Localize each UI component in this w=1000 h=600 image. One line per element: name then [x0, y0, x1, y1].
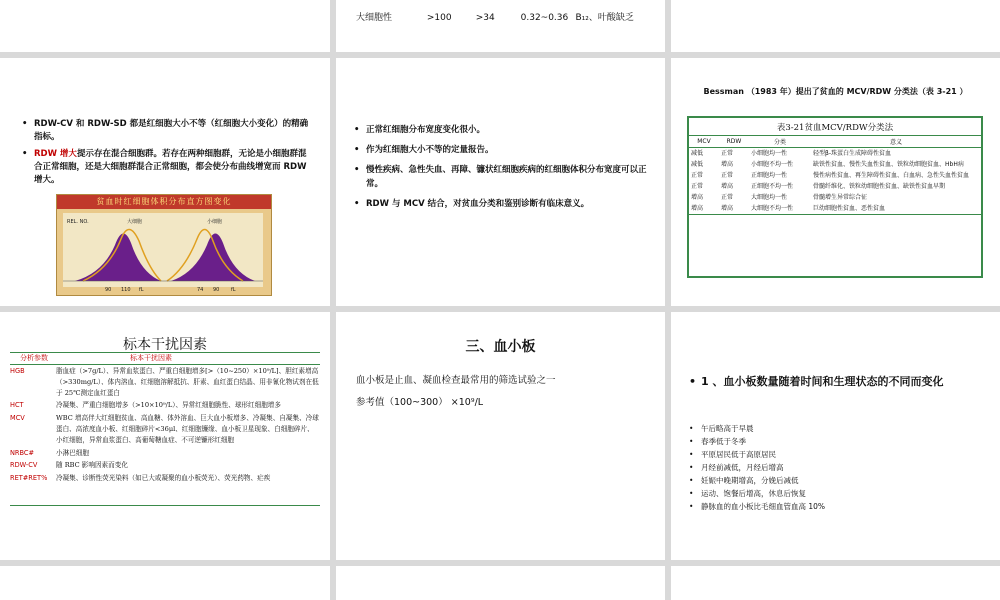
row-cell: 大细胞性 — [356, 13, 393, 23]
table-cell: 慢性病性贫血、再生障碍性贫血、白血病、急性失血性贫血 — [813, 172, 970, 179]
histogram-tick: fL — [139, 287, 144, 293]
interference-factors: 脂血症（>7g/L）、异常血浆蛋白、严重白细胞增多[>（10~250）×10⁹/L]、胆红素增高（>330mg/L）、体内溶血、红细胞溶解抵抗、肝素、血红蛋白结晶、用非氰化物试剂在低于 25℃测定血红蛋白 — [56, 367, 319, 397]
column-header: 标本干扰因素 — [130, 354, 172, 362]
slide-interference — [0, 312, 330, 560]
table-bottom-rule — [10, 505, 320, 506]
histogram-tick: 90 — [105, 287, 112, 293]
table-row — [689, 203, 981, 215]
table-row — [10, 460, 320, 471]
bullet-text: RDW-CV 和 RDW-SD 都是红细胞大小不等（红细胞大小变化）的精确指标。 — [34, 119, 309, 142]
table-row — [689, 192, 981, 203]
row-cell: B₁₂、叶酸缺乏 — [575, 13, 634, 23]
table-cell: 缺铁性贫血、慢性失血性贫血、铁粒幼细胞贫血、HbH病 — [813, 161, 964, 168]
histogram-title: 贫血时红细胞体积分布直方图变化 — [57, 195, 271, 209]
parameter-name: HCT — [10, 401, 24, 410]
interference-title: 标本干扰因素 — [123, 337, 207, 353]
table-cell: 减低 — [691, 161, 704, 168]
table-cell: 增高 — [689, 203, 719, 215]
variation-list — [689, 422, 979, 513]
slide-top-right — [671, 0, 1000, 52]
interference-factors: 小淋巴细胞 — [56, 448, 89, 457]
table-cell: 小细胞不均一性 — [751, 161, 794, 168]
section-title: 三、血小板 — [465, 339, 536, 355]
table-row — [10, 413, 320, 445]
slide-top-left — [0, 0, 330, 52]
histogram-tick: 110 — [121, 287, 131, 293]
bessman-title: Bessman （1983 年）提出了贫血的 MCV/RDW 分类法（表 3-21 ） — [703, 87, 968, 96]
table-cell: 轻型β-珠蛋白生成障碍性贫血 — [813, 150, 891, 157]
slide-platelet-variation — [671, 312, 1000, 560]
column-header: 分析参数 — [20, 354, 48, 362]
slide-top-middle — [336, 0, 665, 52]
interference-factors: WBC 增高伴大红细胞贫血、高血糖、体外溶血、巨大血小板增多、冷凝集、自凝集、冷球蛋白、高浓度血小板、红细胞碎片<36μl、红细胞镰缘、血小板卫星现象、白细胞碎片、小红细胞，异常血浆蛋白、高葡萄糖血症、不可逆镰形红细胞 — [56, 414, 319, 444]
table-cell: 小细胞均一性 — [751, 150, 788, 157]
bessman-table-box — [687, 116, 983, 278]
slide-rdw-significance — [336, 58, 665, 306]
table-cell: 巨幼细胞性贫血、恶性贫血 — [811, 203, 981, 215]
platelet-reference-value: 参考值（100~300） ×10⁹/L — [356, 397, 484, 408]
slide-bottom-right — [671, 566, 1000, 600]
histogram-tick: 74 — [197, 287, 204, 293]
slide-bottom-middle — [336, 566, 665, 600]
table-header: MCV — [689, 136, 719, 148]
table-cell: 正细胞均一性 — [751, 172, 788, 179]
parameter-name: HGB — [10, 367, 25, 375]
table-cell: 增高 — [719, 203, 749, 215]
table-cell: 骨髓纤维化、铁粒幼细胞性贫血、缺铁性贫血早期 — [813, 183, 946, 190]
table-row — [10, 366, 320, 398]
platelet-description: 血小板是止血、凝血检查最常用的筛选试验之一 — [356, 375, 556, 386]
row-cell: >34 — [475, 13, 495, 23]
table-cell: 增高 — [721, 161, 734, 168]
list-item: • 月经前减低，月经后增高 — [689, 461, 979, 474]
bessman-table-body — [689, 148, 981, 215]
table-cell: 减低 — [691, 150, 704, 157]
list-item: • 午后略高于早晨 — [689, 422, 979, 435]
table-row — [10, 448, 320, 459]
interference-rows — [10, 366, 320, 486]
parameter-name: RDW-CV — [10, 461, 38, 470]
table-cell: 正常 — [691, 183, 704, 190]
list-item: • 静脉血的血小板比毛细血管血高 10% — [689, 500, 979, 513]
table-header: 意义 — [811, 136, 981, 148]
slide-rdw — [0, 58, 330, 306]
rbc-histogram-image — [56, 194, 272, 296]
histogram-left-label: 大细胞 — [127, 219, 143, 225]
histogram-y-label: REL. NO. — [67, 219, 89, 225]
table-cell: 增高 — [691, 194, 704, 201]
table-cell: 正常 — [721, 194, 734, 201]
table-row — [10, 400, 320, 411]
rdw-significance-list — [354, 123, 654, 217]
macrocytic-row — [356, 10, 634, 23]
table-cell: 正细胞不均一性 — [751, 183, 794, 190]
table-header: 分类 — [749, 136, 811, 148]
table-cell: 大细胞均一性 — [751, 194, 788, 201]
table-cell: 增高 — [721, 183, 734, 190]
interference-factors: 随 RBC 影响因素而变化 — [56, 461, 128, 470]
slide-bessman — [671, 58, 1000, 306]
variation-heading: • 1 、血小板数量随着时间和生理状态的不同而变化 — [689, 374, 979, 389]
table-cell: 正常 — [721, 150, 734, 157]
list-item: • 春季低于冬季 — [689, 435, 979, 448]
parameter-name: NRBC# — [10, 448, 35, 457]
rdw-bullet-list — [22, 118, 314, 191]
parameter-name: MCV — [10, 414, 25, 423]
histogram-tick: fL — [231, 287, 236, 293]
variation-heading-list — [689, 374, 979, 389]
list-item: • 慢性疾病、急性失血、再障、镰状红细胞疾病的红细胞体积分布宽度可以正常。 — [354, 163, 654, 191]
list-item: • 正常红细胞分布宽度变化很小。 — [354, 123, 654, 137]
table-row — [689, 170, 981, 181]
list-item: • 平原居民低于高原居民 — [689, 448, 979, 461]
parameter-name: RET#RET% — [10, 474, 48, 483]
table-cell: 正常 — [721, 172, 734, 179]
histogram-plot — [57, 209, 271, 295]
histogram-right-label: 小细胞 — [207, 219, 223, 225]
row-cell: 0.32~0.36 — [520, 13, 569, 23]
bessman-table — [689, 135, 981, 215]
interference-factors: 冷凝集、诊断性荧光染料（如已大或凝聚的血小板荧光）、荧光药物、疟疾 — [56, 474, 271, 483]
table-row — [689, 159, 981, 170]
highlight-text: RDW 增大 — [34, 149, 77, 159]
histogram-tick: 90 — [213, 287, 220, 293]
list-item: • 作为红细胞大小不等的定量报告。 — [354, 143, 654, 157]
table-cell: 正常 — [691, 172, 704, 179]
slide-bottom-left — [0, 566, 330, 600]
row-cell: >100 — [426, 13, 452, 23]
list-item — [22, 148, 314, 187]
interference-factors: 冷凝集、严重白细胞增多（>10×10⁹/L）、异常红细胞脆性、球形红细胞增多 — [56, 401, 281, 410]
table-header: RDW — [719, 136, 749, 148]
list-item: • RDW 与 MCV 结合，对贫血分类和鉴别诊断有临床意义。 — [354, 197, 654, 211]
list-item: • 妊娠中晚期增高，分娩后减低 — [689, 474, 979, 487]
bullet-text: 提示存在混合细胞群。若存在两种细胞群，无论是小细胞群混合正常细胞，还是大细胞群混合正常细胞，都会使分布曲线增宽而 RDW 增大。 — [34, 149, 307, 185]
table-cell: 骨髓增生异常综合征 — [813, 194, 868, 201]
bessman-table-caption: 表3-21贫血MCV/RDW分类法 — [776, 123, 894, 133]
slide-platelet — [336, 312, 665, 560]
table-cell: 大细胞不均一性 — [749, 203, 811, 215]
list-item — [22, 118, 314, 144]
list-item: • 运动、饱餐后增高，休息后恢复 — [689, 487, 979, 500]
table-row — [689, 181, 981, 192]
table-row — [689, 148, 981, 160]
table-row — [10, 473, 320, 484]
interference-header — [10, 352, 320, 365]
